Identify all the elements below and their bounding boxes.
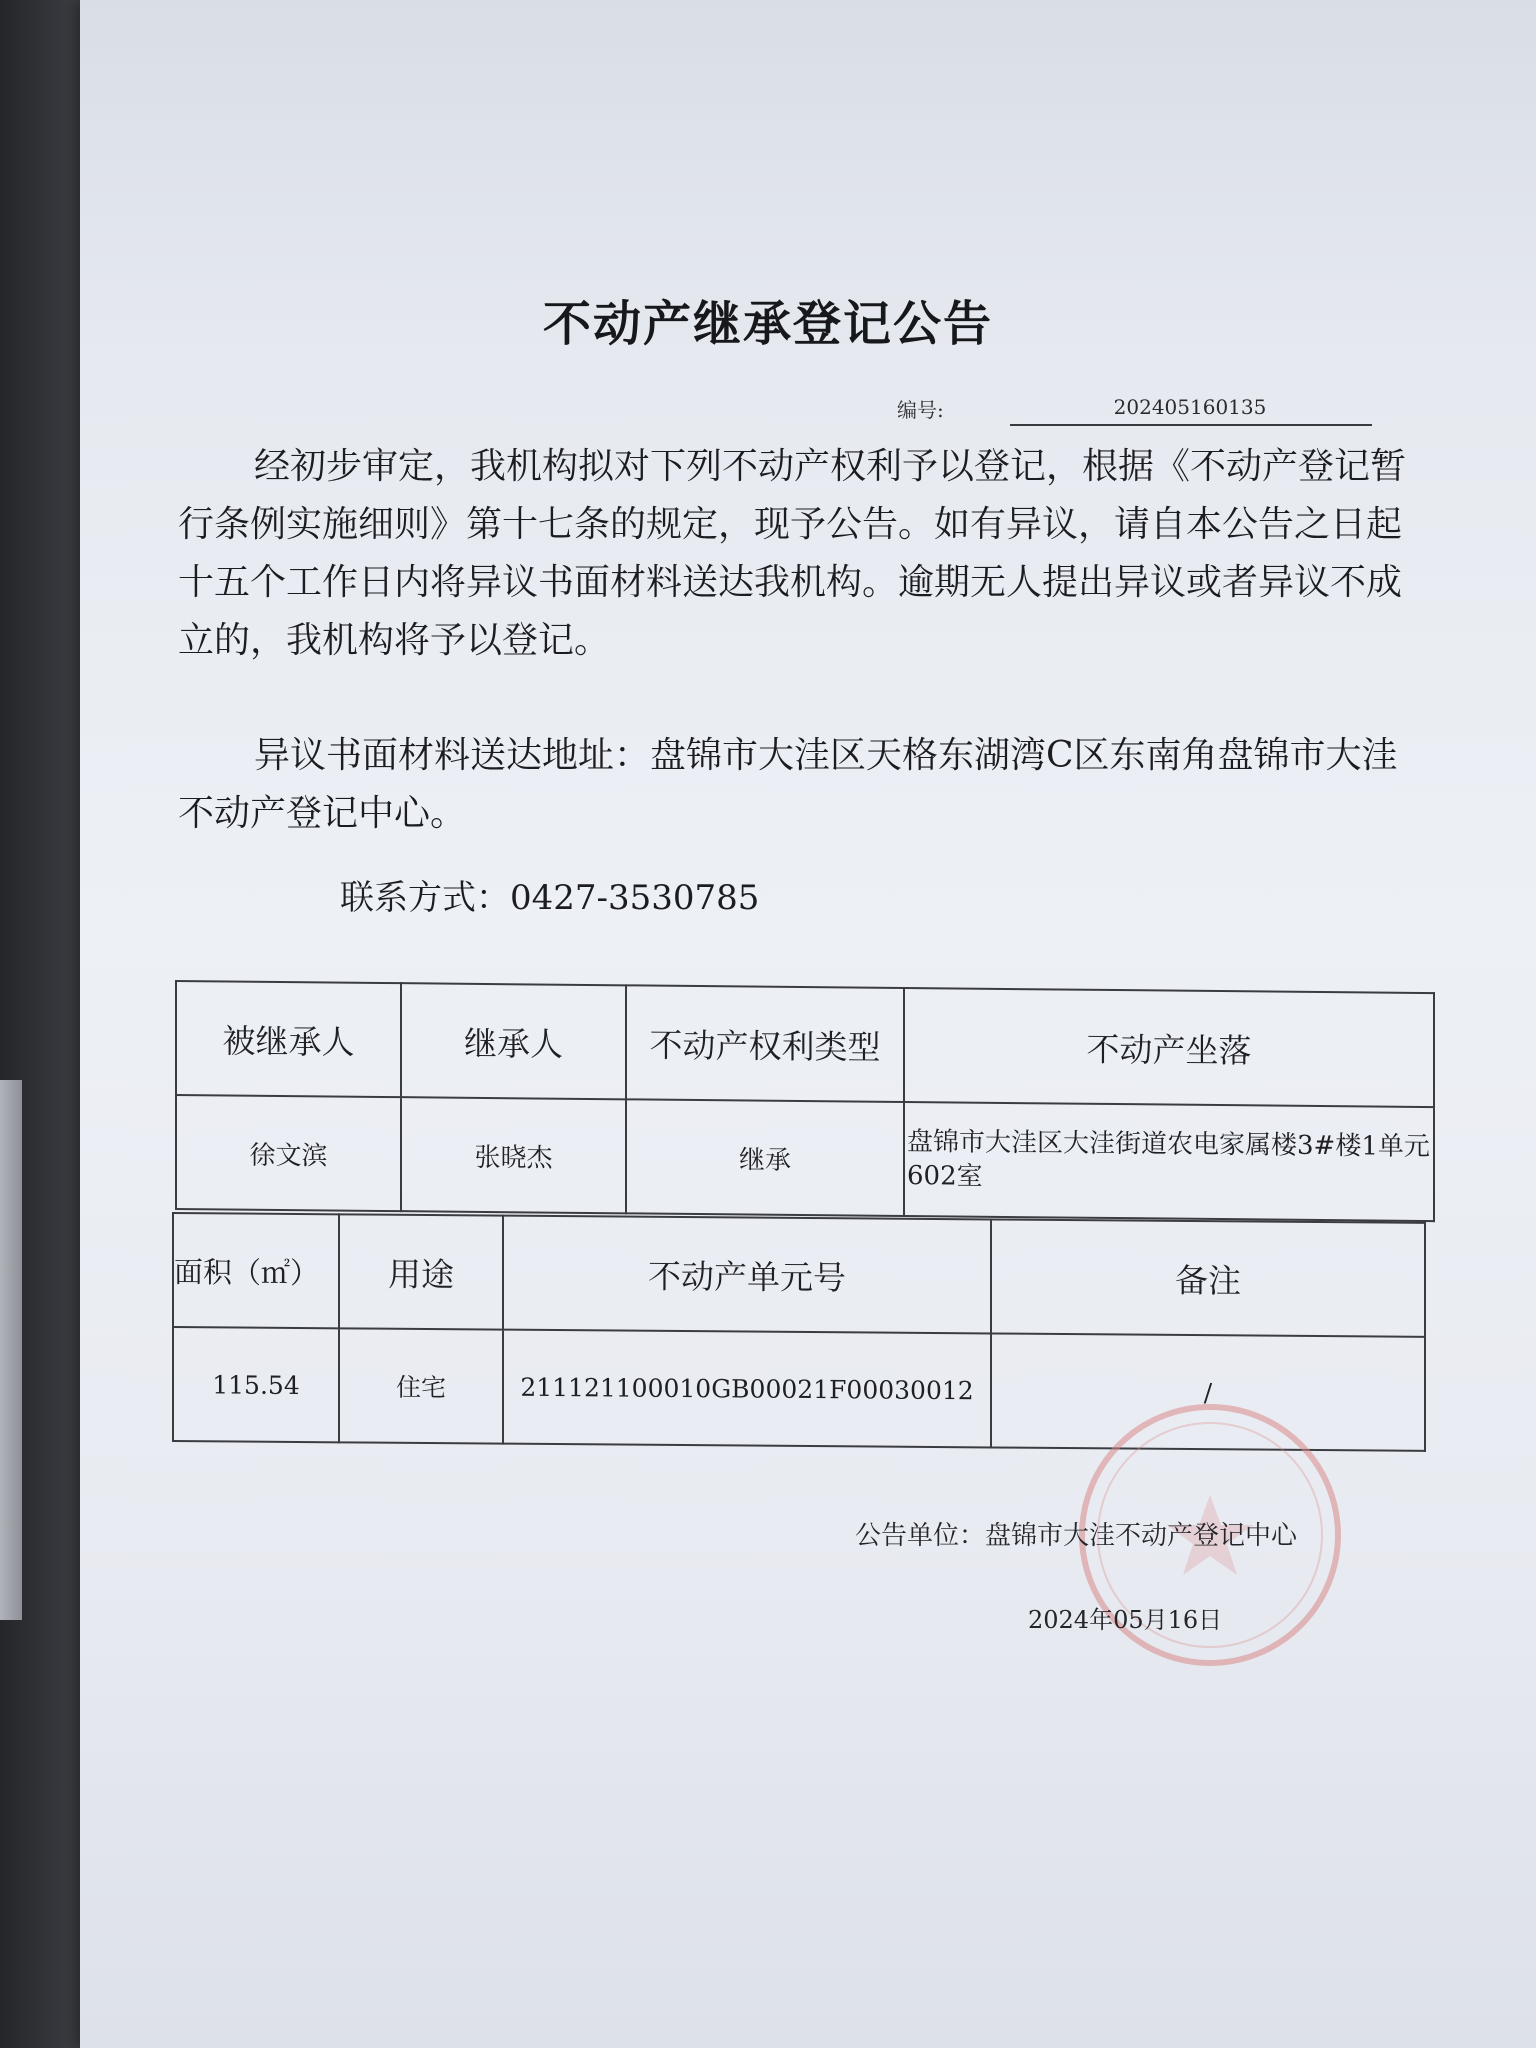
- table-row: [176, 1095, 1434, 1221]
- header-cell: 被继承人: [176, 981, 401, 1097]
- header-cell: 备注: [991, 1219, 1425, 1336]
- serial-number: 202405160135: [1113, 395, 1267, 419]
- table-header-row: [173, 1213, 1425, 1337]
- serial-label: 编号:: [897, 398, 944, 422]
- header-cell: 不动产单元号: [503, 1216, 991, 1334]
- area-cell: 115.54: [173, 1327, 339, 1442]
- publish-date: 2024年05月16日: [1028, 1606, 1223, 1634]
- serial-underline: [1010, 424, 1372, 426]
- notice-title: 不动产继承登记公告: [542, 296, 993, 352]
- header-cell: 面积（㎡）: [173, 1213, 339, 1328]
- header-cell: 不动产坐落: [904, 988, 1434, 1107]
- right-type-cell: 继承: [626, 1099, 904, 1216]
- unit-number-cell: 211121100010GB00021F00030012: [503, 1330, 991, 1448]
- usage-cell: 住宅: [339, 1328, 503, 1443]
- location-cell: 盘锦市大洼区大洼街道农电家属楼3#楼1单元602室: [904, 1102, 1434, 1221]
- header-cell: 不动产权利类型: [626, 985, 904, 1102]
- header-cell: 继承人: [401, 983, 626, 1099]
- decedent-cell: 徐文滨: [176, 1095, 401, 1211]
- heir-cell: 张晓杰: [401, 1097, 626, 1213]
- notice-paragraph-1: 经初步审定，我机构拟对下列不动产权利予以登记，根据《不动产登记暂行条例实施细则》第十七条的规定，现予公告。如有异议，请自本公告之日起十五个工作日内将异议书面材料送达我机构。逾期无人提出异议或者异议不成立的，我机构将予以登记。: [178, 446, 1407, 661]
- remarks-cell: /: [991, 1333, 1425, 1450]
- background-object: [0, 1080, 22, 1620]
- contact-info: 联系方式：0427-3530785: [340, 878, 760, 918]
- header-cell: 用途: [339, 1214, 503, 1329]
- property-table-1: [175, 980, 1435, 1222]
- notice-paragraph-2: 异议书面材料送达地址：盘锦市大洼区天格东湖湾C区东南角盘锦市大洼不动产登记中心。: [178, 735, 1398, 834]
- table-header-row: [176, 981, 1434, 1107]
- publisher: 公告单位：盘锦市大洼不动产登记中心: [855, 1521, 1298, 1551]
